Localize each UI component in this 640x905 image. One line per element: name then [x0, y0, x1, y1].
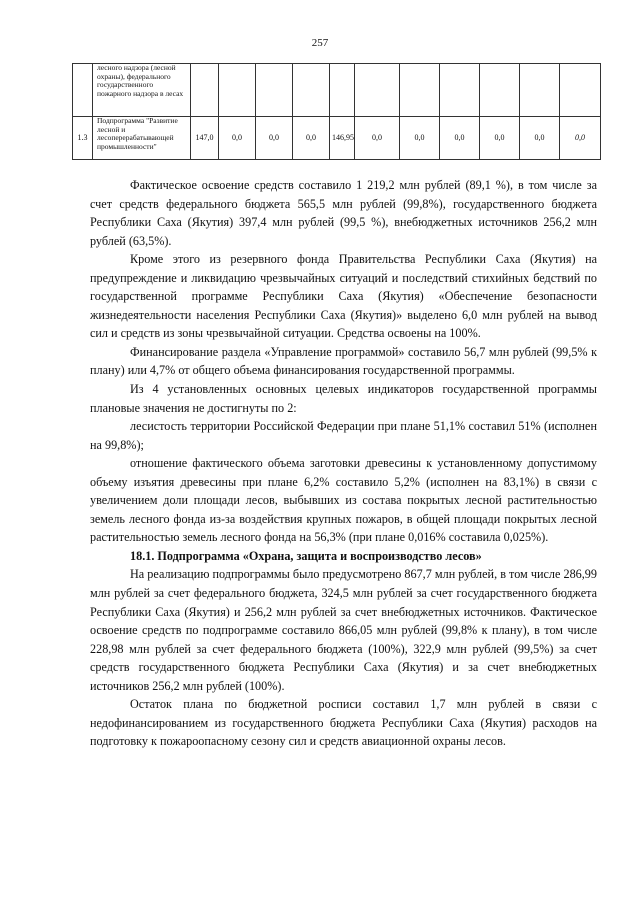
section-heading: 18.1. Подпрограмма «Охрана, защита и воспроизводство лесов» [130, 548, 482, 563]
table-cell-number: 1.3 [73, 117, 93, 160]
table-cell-value: 0,0 [293, 117, 330, 160]
table-cell-value: 0,0 [219, 117, 256, 160]
table-cell [440, 64, 480, 117]
financing-table [72, 63, 601, 160]
table-cell-value: 147,0 [191, 117, 219, 160]
paragraph: Кроме этого из резервного фонда Правительства Республики Саха (Якутия) на предупреждение и ликвидацию чрезвычайных ситуаций и последствий стихийных бедствий по государственной программе Республики Саха (Якутия) «Обеспечение безопасности жизнедеятельности населения Республики Саха (Якутия)» выделено 6,0 млн рублей на вывод сил и средств из зоны чрезвычайной ситуации. Средства освоены на 100%. [90, 252, 597, 341]
table-cell-value: 146,95 [330, 117, 355, 160]
table-cell-value: 0,0 [480, 117, 520, 160]
table-cell-value: 0,0 [520, 117, 560, 160]
table-cell [219, 64, 256, 117]
table-cell [256, 64, 293, 117]
table-cell-value: 0,0 [440, 117, 480, 160]
table-cell [330, 64, 355, 117]
document-body [90, 176, 597, 751]
paragraph: Финансирование раздела «Управление программой» составило 56,7 млн рублей (99,5% к плану) или 4,7% от общего объема финансирования государственной программы. [90, 344, 597, 378]
table-cell [560, 64, 601, 117]
table-cell [293, 64, 330, 117]
table-cell [400, 64, 440, 117]
table-cell-value: 0,0 [400, 117, 440, 160]
paragraph: Фактическое освоение средств составило 1 219,2 млн рублей (89,1 %), в том числе за счет средств федерального бюджета 565,5 млн рублей (99,8%), государственного бюджета Республики Саха (Якутия) 397,4 млн рублей (99,5 %), внебюджетных источников 256,2 млн рублей (63,5%). [90, 178, 597, 248]
table-cell-value: 0,0 [256, 117, 293, 160]
table-cell-value: 0,0 [355, 117, 400, 160]
table-cell [191, 64, 219, 117]
table-cell [355, 64, 400, 117]
table-row [73, 117, 601, 160]
table-cell [480, 64, 520, 117]
paragraph: На реализацию подпрограммы было предусмотрено 867,7 млн рублей, в том числе 286,99 млн рублей за счет федерального бюджета, 324,5 млн рублей за счет государственного бюджета Республики Саха (Якутия) и 256,2 млн рублей за счет внебюджетных источников. Фактическое освоение средств по подпрограмме составило 866,05 млн рублей (99,8% к плану), в том числе 228,98 млн рублей за счет федерального бюджета (100%), 322,9 млн рублей (99,5%) за счет средств государственного бюджета Республики Саха (Якутия) и за счет внебюджетных источников 256,2 млн рублей (100%). [90, 567, 597, 693]
table-cell [520, 64, 560, 117]
table-row [73, 64, 601, 117]
table-cell-value: 0,0 [560, 117, 601, 160]
table-cell-name: Подпрограмма "Развитие лесной и лесоперерабатывающей промышленности" [93, 117, 191, 160]
paragraph: Остаток плана по бюджетной росписи составил 1,7 млн рублей в связи с недофинансированием из государственного бюджета Республики Саха (Якутия) расходов на подготовку к пожароопасному сезону сил и средств авиационной охраны лесов. [90, 697, 597, 749]
paragraph: отношение фактического объема заготовки древесины к установленному допустимому объему изъятия древесины при плане 6,2% составило 5,2% (исполнен на 83,1%) в связи с увеличением доли площади лесов, выбывших из состава покрытых лесной растительностью земель лесного фонда из-за воздействия крупных пожаров, в общей площади покрытых лесной растительностью земель лесного фонда на 56,3% (при плане 0,016% составила 0,025%). [90, 456, 597, 545]
paragraph: лесистость территории Российской Федерации при плане 51,1% составил 51% (исполнен на 99,8%); [90, 419, 597, 452]
page-number: 257 [311, 37, 329, 49]
table-cell-name: лесного надзора (лесной охраны), федерального государственного пожарного надзора в лесах [93, 64, 191, 117]
table-cell [73, 64, 93, 117]
paragraph: Из 4 установленных основных целевых индикаторов государственной программы плановые значения не достигнуты по 2: [90, 382, 597, 415]
